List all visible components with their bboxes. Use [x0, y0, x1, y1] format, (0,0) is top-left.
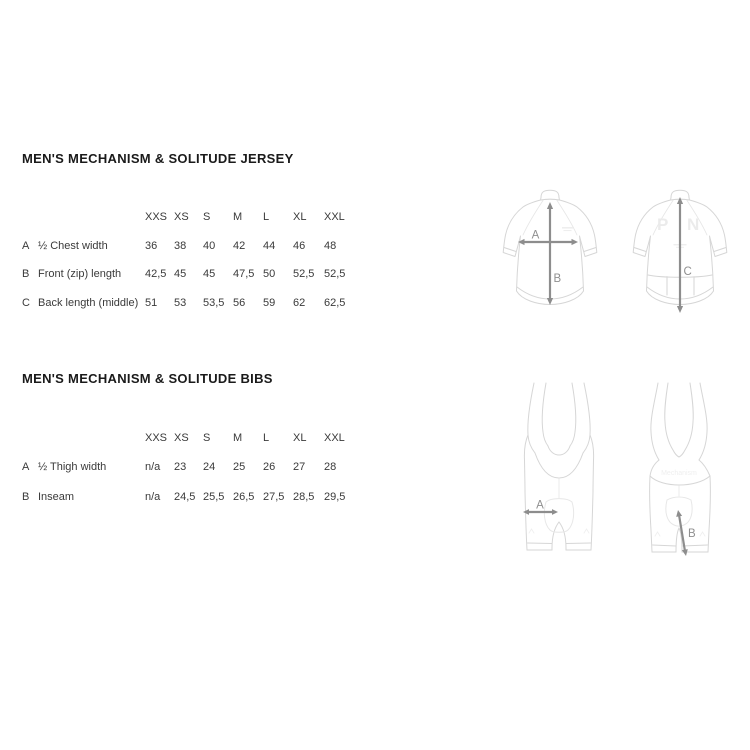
- chest-logo-mark: [562, 227, 573, 229]
- cell-value: 59: [263, 296, 276, 309]
- cell-value: 53: [174, 296, 187, 309]
- leg-hem-band-right: [682, 545, 708, 546]
- cell-value: 51: [145, 296, 158, 309]
- size-col-header: XXS: [145, 211, 168, 224]
- cell-value: 52,5: [324, 268, 346, 281]
- table-row: [22, 453, 358, 483]
- jersey-size-header-row: [22, 203, 358, 232]
- row-label: ½ Thigh width: [38, 461, 107, 474]
- back-logo-letter-n: N: [687, 215, 700, 234]
- jersey-front-diagram: [500, 188, 600, 320]
- bibs-size-table: [22, 423, 358, 512]
- size-col-header: XXS: [145, 431, 168, 444]
- leg-hem-band-right: [566, 543, 591, 544]
- row-label: Back length (middle): [38, 296, 139, 309]
- strap-right-outer: [583, 383, 590, 453]
- strap-right-inner: [570, 383, 576, 446]
- cell-value: 50: [263, 268, 276, 281]
- cell-value: 38: [174, 239, 187, 252]
- row-key: B: [22, 490, 30, 503]
- dim-label-c: C: [683, 266, 692, 278]
- strap-left-outer: [651, 383, 659, 460]
- leg-hem-band-left: [528, 543, 553, 544]
- bibs-front-diagram: [505, 380, 600, 565]
- size-col-header: L: [263, 431, 270, 444]
- spacer-cell: [38, 203, 145, 232]
- size-col-header: S: [203, 431, 211, 444]
- cell-value: 28,5: [293, 490, 315, 503]
- cell-value: 26: [263, 461, 276, 474]
- table-row: [22, 482, 358, 512]
- spacer-cell: [22, 423, 38, 453]
- dim-label-a: A: [531, 229, 540, 242]
- row-label: ½ Chest width: [38, 239, 108, 252]
- size-col-header: XXL: [324, 431, 345, 444]
- strap-left-inner: [542, 383, 548, 446]
- size-col-header: XS: [174, 211, 189, 224]
- cell-value: 29,5: [324, 490, 346, 503]
- bibs-section-title: MEN'S MECHANISM & SOLITUDE BIBS: [22, 371, 273, 386]
- bibs-back-diagram: [640, 380, 720, 565]
- spacer-cell: [22, 203, 38, 232]
- jersey-collar: [541, 190, 560, 200]
- cell-value: 62,5: [324, 296, 346, 309]
- dim-label-b: B: [688, 528, 696, 540]
- cell-value: 45: [203, 268, 216, 281]
- row-label: Inseam: [38, 490, 75, 503]
- cell-value: 56: [233, 296, 246, 309]
- back-panel-side-left: [650, 460, 659, 476]
- cell-value: 25,5: [203, 490, 225, 503]
- back-panel-side-right: [699, 460, 710, 476]
- size-col-header: S: [203, 211, 211, 224]
- size-col-header: L: [263, 211, 270, 224]
- cell-value: 42,5: [145, 268, 167, 281]
- strap-left-outer: [528, 383, 535, 453]
- row-key: B: [22, 268, 30, 281]
- cell-value: 36: [145, 239, 158, 252]
- strap-right-outer: [699, 383, 707, 460]
- cell-value: 46: [293, 239, 306, 252]
- spacer-cell: [38, 423, 145, 453]
- bib-neck-curve: [548, 446, 570, 455]
- back-panel-bottom-curve: [650, 476, 710, 485]
- size-col-header: XXL: [324, 211, 345, 224]
- cell-value: 40: [203, 239, 216, 252]
- size-col-header: XS: [174, 431, 189, 444]
- jersey-size-table: [22, 203, 358, 317]
- table-row: [22, 232, 358, 261]
- cell-value: 24: [203, 461, 216, 474]
- size-col-header: XL: [293, 211, 307, 224]
- jersey-back-diagram: [630, 188, 730, 320]
- leg-logo-mark-right: [700, 532, 705, 536]
- bibs-size-header-row: [22, 423, 358, 453]
- table-row: [22, 260, 358, 289]
- table-row: [22, 289, 358, 318]
- jersey-section-title: MEN'S MECHANISM & SOLITUDE JERSEY: [22, 151, 294, 166]
- cell-value: 48: [324, 239, 337, 252]
- cell-value: 24,5: [174, 490, 196, 503]
- cell-value: 45: [174, 268, 187, 281]
- cell-value: 28: [324, 461, 337, 474]
- cell-value: 62: [293, 296, 306, 309]
- cell-value: 26,5: [233, 490, 255, 503]
- cell-value: n/a: [145, 461, 161, 474]
- back-logo-letter-p: P: [657, 215, 669, 234]
- row-label: Front (zip) length: [38, 268, 122, 281]
- cell-value: 47,5: [233, 268, 255, 281]
- row-key: A: [22, 239, 30, 252]
- dim-label-b: B: [553, 273, 562, 285]
- cell-value: 52,5: [293, 268, 315, 281]
- row-key: C: [22, 296, 30, 309]
- chamois-pad-outline: [544, 499, 573, 533]
- leg-logo-mark-left: [529, 529, 534, 533]
- size-col-header: XL: [293, 431, 307, 444]
- leg-logo-mark-right: [584, 529, 589, 533]
- size-col-header: M: [233, 211, 243, 224]
- cell-value: 23: [174, 461, 187, 474]
- strap-left-inner: [665, 383, 679, 457]
- bib-panel-bottom: [535, 453, 583, 478]
- cell-value: 42: [233, 239, 246, 252]
- strap-right-inner: [679, 383, 693, 457]
- cell-value: 27: [293, 461, 306, 474]
- back-panel-logo-text: Mechanism: [661, 470, 697, 477]
- size-col-header: M: [233, 431, 243, 444]
- chest-logo-mark: [564, 230, 572, 231]
- dim-label-a: A: [536, 499, 544, 512]
- row-key: A: [22, 461, 30, 474]
- cell-value: 25: [233, 461, 246, 474]
- leg-logo-mark-left: [655, 532, 660, 536]
- shorts-left-outline: [650, 476, 679, 552]
- cell-value: n/a: [145, 490, 161, 503]
- cell-value: 27,5: [263, 490, 285, 503]
- cell-value: 53,5: [203, 296, 225, 309]
- cell-value: 44: [263, 239, 276, 252]
- leg-hem-band-left: [653, 545, 677, 546]
